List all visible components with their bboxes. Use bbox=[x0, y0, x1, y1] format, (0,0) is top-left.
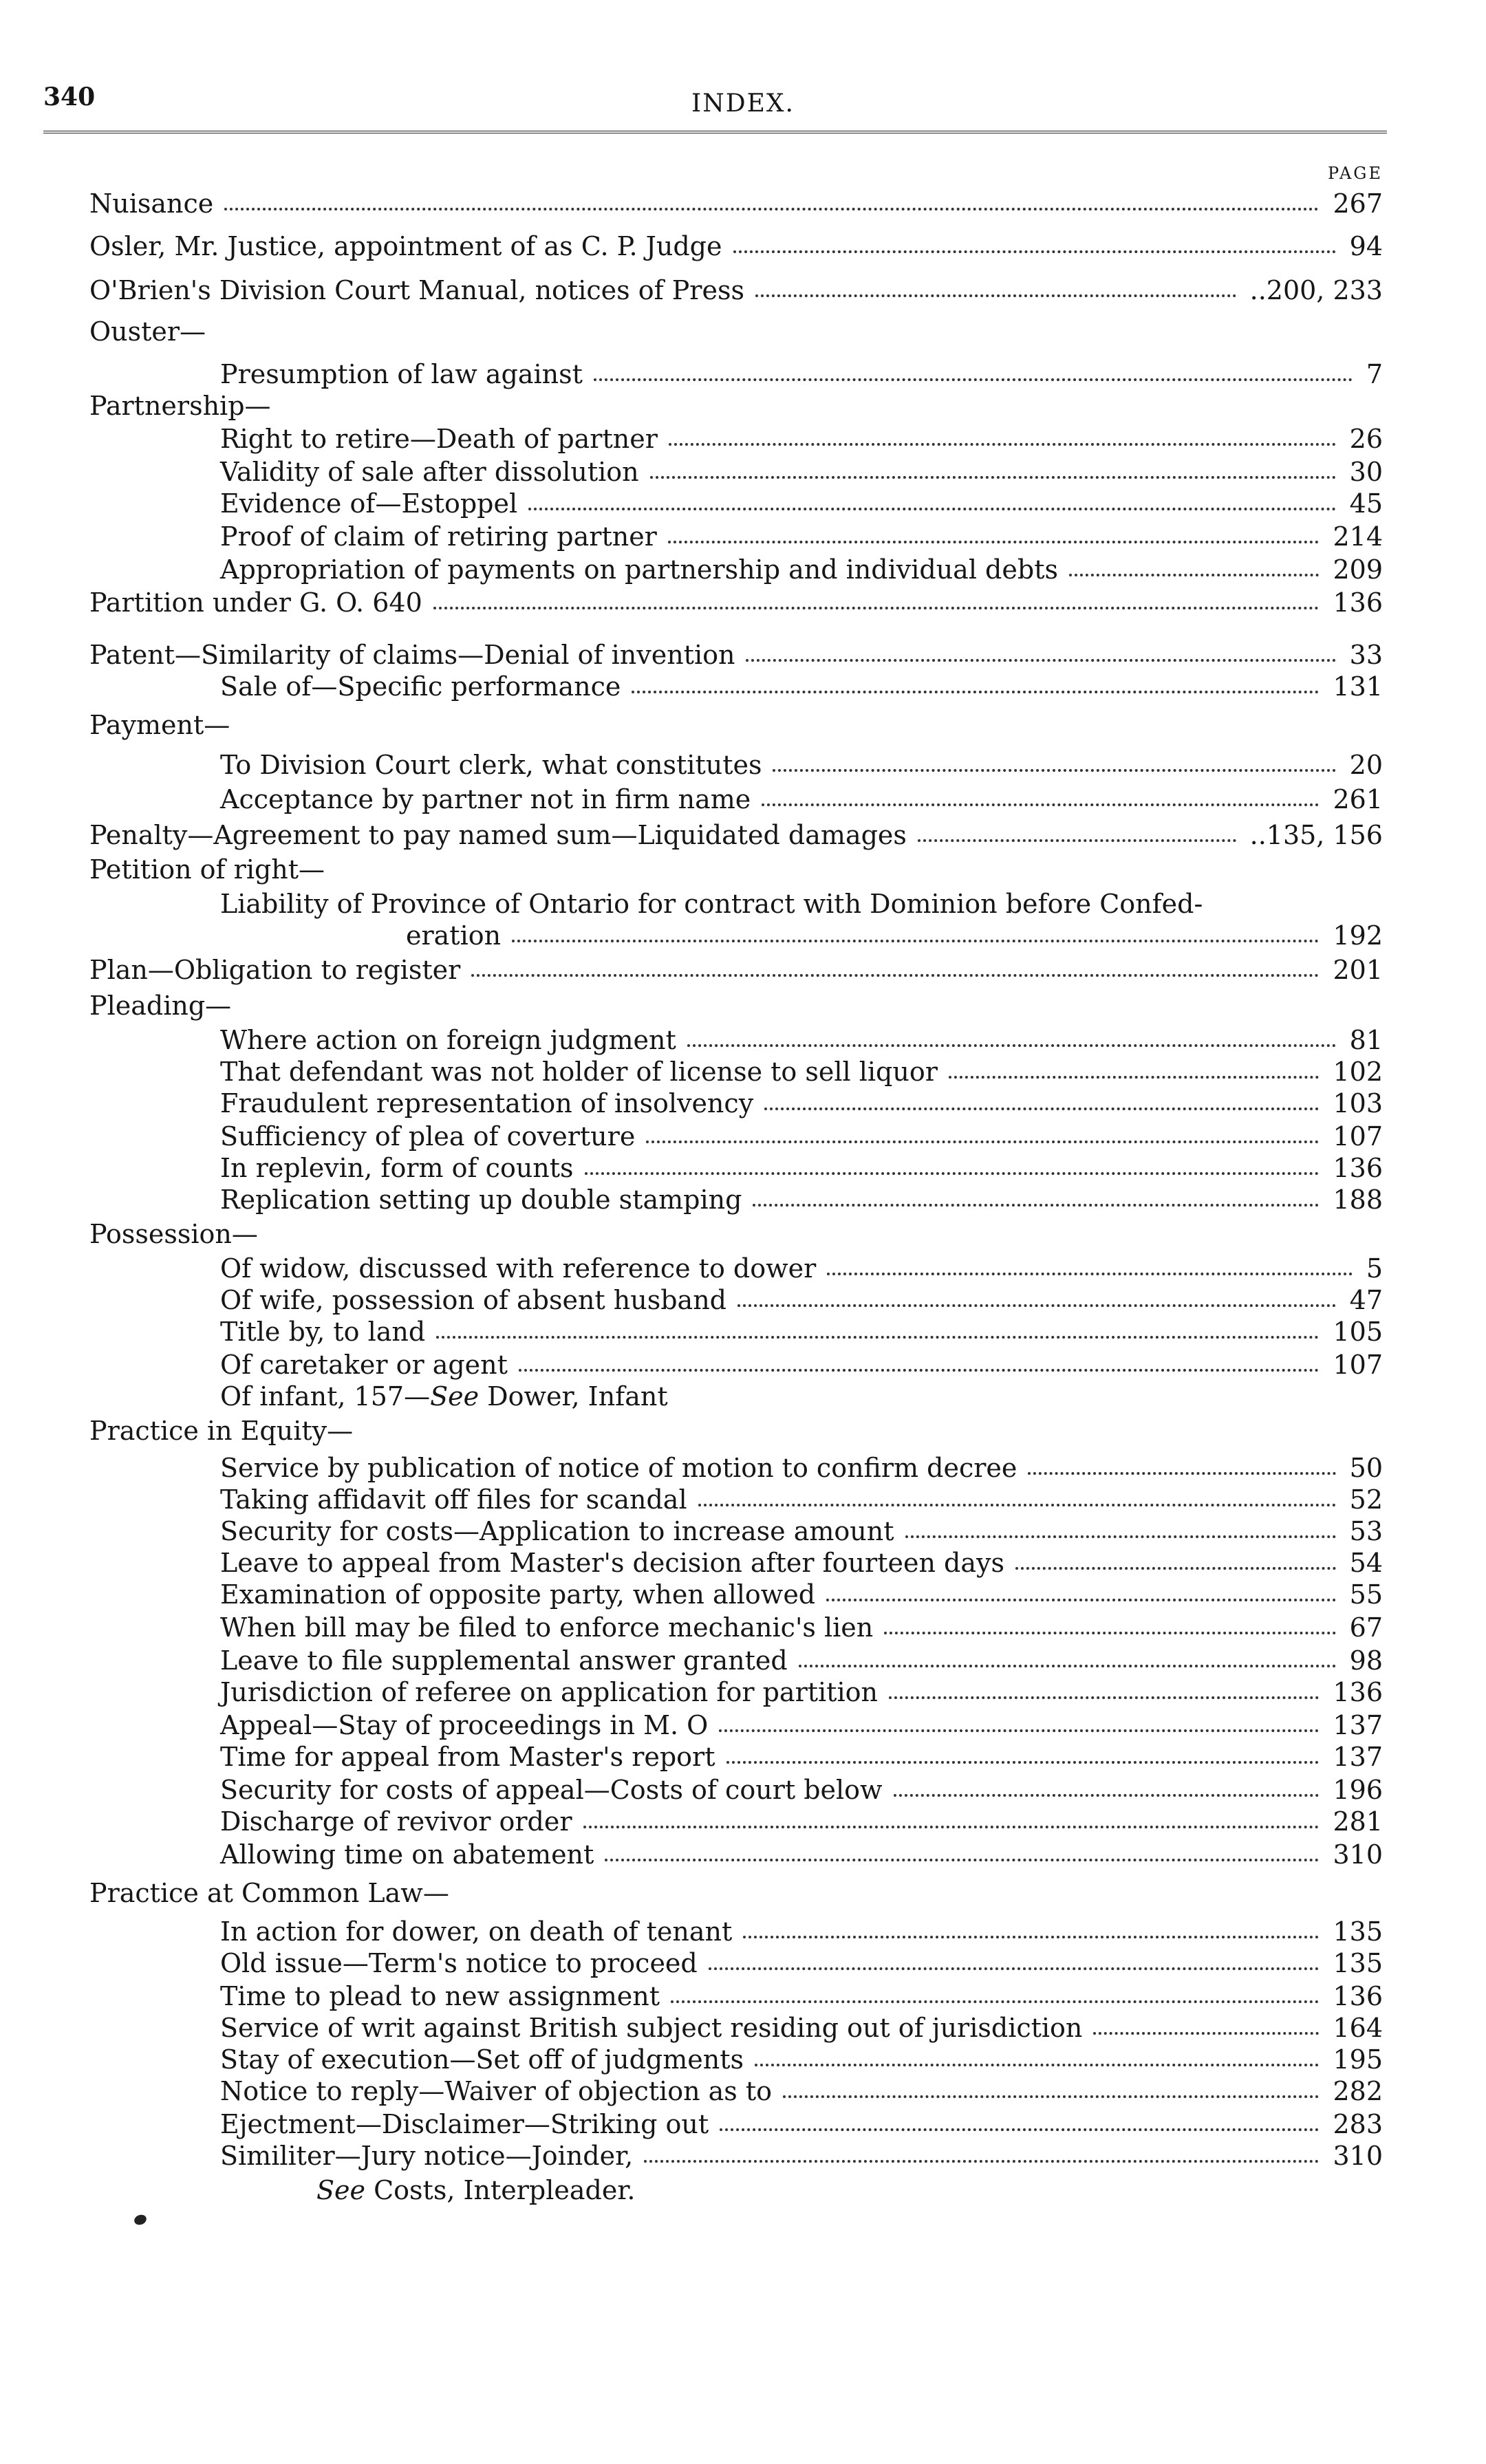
index-entry bbox=[0, 1740, 1486, 1773]
entry-heading: Payment— bbox=[89, 710, 230, 740]
page-reference: 81 bbox=[1349, 1025, 1383, 1055]
page-reference: 209 bbox=[1333, 554, 1383, 585]
page-reference: 283 bbox=[1333, 2109, 1383, 2139]
index-entry bbox=[0, 1578, 1486, 1611]
index-entry bbox=[0, 709, 1486, 742]
entry-heading: Partnership— bbox=[89, 391, 271, 421]
index-entry bbox=[0, 2108, 1486, 2141]
index-entry bbox=[0, 1055, 1486, 1088]
dot-leader bbox=[471, 974, 1319, 977]
entry-subheading: Security for costs—Application to increase amount bbox=[220, 1516, 894, 1546]
dot-leader bbox=[720, 2128, 1319, 2131]
index-entry bbox=[0, 1252, 1486, 1285]
dot-leader bbox=[764, 1107, 1319, 1110]
index-entry bbox=[0, 1315, 1486, 1348]
page-reference: 164 bbox=[1333, 2013, 1383, 2043]
page-reference: 136 bbox=[1333, 1153, 1383, 1183]
entry-subheading: Sufficiency of plea of coverture bbox=[220, 1121, 636, 1152]
index-entry bbox=[0, 389, 1486, 422]
index-entry bbox=[0, 1773, 1486, 1806]
dot-leader bbox=[826, 1599, 1336, 1601]
dot-leader bbox=[671, 2000, 1319, 2003]
page-reference: 33 bbox=[1349, 640, 1383, 670]
dot-leader bbox=[743, 1936, 1319, 1938]
page-reference: 136 bbox=[1333, 1981, 1383, 2011]
dot-leader bbox=[889, 1696, 1320, 1699]
index-entry bbox=[0, 187, 1486, 220]
page-reference: 20 bbox=[1349, 750, 1383, 780]
index-entry bbox=[0, 315, 1486, 348]
index-entry bbox=[0, 748, 1486, 781]
entry-subheading: That defendant was not holder of license to sell liquor bbox=[220, 1057, 938, 1087]
entry-subheading: Where action on foreign judgment bbox=[220, 1025, 676, 1055]
entry-subheading: Similiter—Jury notice—Joinder, bbox=[220, 2141, 634, 2171]
entry-subheading: Validity of sale after dissolution bbox=[220, 457, 639, 487]
page-reference: 98 bbox=[1349, 1645, 1383, 1676]
dot-leader bbox=[918, 839, 1236, 842]
index-entry bbox=[0, 1183, 1486, 1216]
dot-leader bbox=[646, 1141, 1319, 1143]
dot-leader bbox=[746, 659, 1335, 662]
entry-subheading: Taking affidavit off files for scandal bbox=[220, 1484, 687, 1515]
dot-leader bbox=[1069, 574, 1320, 576]
index-entry bbox=[0, 2075, 1486, 2108]
dot-leader bbox=[605, 1859, 1319, 1861]
entry-heading: O'Brien's Division Court Manual, notices of Press bbox=[89, 275, 744, 305]
dot-leader bbox=[669, 443, 1336, 446]
entry-subheading: In replevin, form of counts bbox=[220, 1153, 574, 1183]
page-reference: 52 bbox=[1349, 1484, 1383, 1515]
page-reference: 135 bbox=[1333, 1948, 1383, 1978]
index-entry bbox=[0, 1218, 1486, 1251]
page-reference: 195 bbox=[1333, 2044, 1383, 2075]
entry-subheading: Of wife, possession of absent husband bbox=[220, 1285, 727, 1315]
page-reference: 137 bbox=[1333, 1710, 1383, 1740]
page-reference: 131 bbox=[1333, 671, 1383, 702]
index-entry bbox=[0, 230, 1486, 263]
index-entry bbox=[0, 919, 1486, 952]
entry-heading: Nuisance bbox=[89, 188, 214, 219]
dot-leader bbox=[594, 378, 1353, 381]
index-entry bbox=[0, 274, 1486, 307]
page-reference: 103 bbox=[1333, 1088, 1383, 1118]
dot-leader bbox=[755, 2064, 1319, 2066]
entry-subheading: Security for costs of appeal—Costs of court below bbox=[220, 1775, 883, 1805]
dot-leader bbox=[632, 691, 1319, 693]
page-reference: 26 bbox=[1349, 424, 1383, 454]
dot-leader bbox=[644, 2160, 1319, 2163]
index-entry bbox=[0, 638, 1486, 671]
dot-leader bbox=[668, 541, 1320, 543]
dot-leader bbox=[650, 476, 1336, 479]
entry-subheading: Examination of opposite party, when allowed bbox=[220, 1579, 816, 1610]
index-entry bbox=[0, 1380, 1486, 1413]
page-reference: 54 bbox=[1349, 1548, 1383, 1578]
index-entry bbox=[0, 1676, 1486, 1709]
page-reference: 30 bbox=[1349, 457, 1383, 487]
index-entry bbox=[0, 1709, 1486, 1742]
index-entry bbox=[0, 1451, 1486, 1484]
entry-subheading: Replication setting up double stamping bbox=[220, 1185, 742, 1215]
page-reference: ..135, 156 bbox=[1249, 820, 1383, 850]
dot-leader bbox=[753, 1204, 1319, 1207]
index-entry bbox=[0, 1980, 1486, 2013]
entry-subheading: Appeal—Stay of proceedings in M. O bbox=[220, 1710, 709, 1740]
index-entry bbox=[0, 953, 1486, 986]
index-entry bbox=[0, 1805, 1486, 1838]
entry-subheading: Discharge of revivor order bbox=[220, 1806, 572, 1837]
dot-leader bbox=[528, 508, 1336, 510]
page-reference: 53 bbox=[1349, 1516, 1383, 1546]
dot-leader bbox=[949, 1076, 1320, 1079]
page-reference: ..200, 233 bbox=[1249, 275, 1383, 305]
index-entry bbox=[0, 989, 1486, 1022]
dot-leader bbox=[783, 2095, 1319, 2098]
dot-leader bbox=[519, 1369, 1320, 1372]
entry-subheading: Of widow, discussed with reference to dower bbox=[220, 1253, 817, 1284]
dot-leader bbox=[733, 250, 1336, 253]
entry-heading: Practice in Equity— bbox=[89, 1416, 354, 1446]
entry-subheading: Allowing time on abatement bbox=[220, 1839, 594, 1870]
index-entry bbox=[0, 422, 1486, 455]
page-reference: 135 bbox=[1333, 1916, 1383, 1947]
entry-heading: Plan—Obligation to register bbox=[89, 955, 461, 985]
page-reference: 47 bbox=[1349, 1285, 1383, 1315]
entry-subheading: Evidence of—Estoppel bbox=[220, 488, 518, 519]
entry-heading: Penalty—Agreement to pay named sum—Liquidated damages bbox=[89, 820, 907, 850]
dot-leader bbox=[719, 1729, 1319, 1732]
entry-subheading: Presumption of law against bbox=[220, 359, 583, 389]
entry-subheading: See Costs, Interpleader. bbox=[316, 2175, 636, 2205]
index-entry bbox=[0, 586, 1486, 619]
dot-leader bbox=[773, 769, 1335, 772]
dot-leader bbox=[755, 294, 1236, 297]
index-entry bbox=[0, 1024, 1486, 1057]
entry-subheading: To Division Court clerk, what constitutes bbox=[220, 750, 762, 780]
index-entry bbox=[0, 1087, 1486, 1120]
index-entry bbox=[0, 2043, 1486, 2076]
entry-subheading: Title by, to land bbox=[220, 1317, 426, 1347]
entry-subheading: Right to retire—Death of partner bbox=[220, 424, 658, 454]
index-entry bbox=[0, 887, 1486, 920]
dot-leader bbox=[726, 1761, 1320, 1764]
dot-leader bbox=[436, 1336, 1319, 1339]
dot-leader bbox=[1028, 1472, 1335, 1475]
dot-leader bbox=[827, 1273, 1353, 1275]
entry-subheading: Proof of claim of retiring partner bbox=[220, 521, 657, 552]
page-reference: 281 bbox=[1333, 1806, 1383, 1837]
page-reference: 261 bbox=[1333, 784, 1383, 814]
index-entry bbox=[0, 1546, 1486, 1579]
page-reference: 67 bbox=[1349, 1612, 1383, 1643]
index-entry bbox=[0, 1348, 1486, 1381]
entry-subheading: Old issue—Term's notice to proceed bbox=[220, 1948, 698, 1978]
page-reference: 94 bbox=[1349, 231, 1383, 261]
index-entry bbox=[0, 1414, 1486, 1447]
dot-leader bbox=[512, 940, 1319, 942]
index-entry bbox=[0, 1611, 1486, 1644]
index-entry bbox=[0, 1838, 1486, 1871]
page-reference: 50 bbox=[1349, 1453, 1383, 1483]
entry-heading: Ouster— bbox=[89, 316, 206, 347]
entry-subheading: Leave to appeal from Master's decision after fourteen days bbox=[220, 1548, 1004, 1578]
index-entry bbox=[0, 1152, 1486, 1185]
page-reference: 192 bbox=[1333, 920, 1383, 951]
page-reference: 136 bbox=[1333, 1677, 1383, 1707]
dot-leader bbox=[709, 1967, 1320, 1970]
dot-leader bbox=[799, 1665, 1336, 1667]
entry-subheading: Ejectment—Disclaimer—Striking out bbox=[220, 2109, 709, 2139]
page-reference: 55 bbox=[1349, 1579, 1383, 1610]
index-entry bbox=[0, 1877, 1486, 1910]
index-entry bbox=[0, 358, 1486, 391]
entry-subheading: When bill may be filed to enforce mechanic's lien bbox=[220, 1612, 874, 1643]
page-reference: 136 bbox=[1333, 587, 1383, 618]
page-reference: 196 bbox=[1333, 1775, 1383, 1805]
dot-leader bbox=[698, 1504, 1336, 1506]
entry-subheading: Sale of—Specific performance bbox=[220, 671, 621, 702]
dot-leader bbox=[433, 607, 1320, 609]
dot-leader bbox=[762, 803, 1319, 806]
index-entry bbox=[0, 1284, 1486, 1317]
index-entry bbox=[0, 2139, 1486, 2172]
index-entry bbox=[0, 670, 1486, 703]
index-entry bbox=[0, 783, 1486, 816]
index-entry bbox=[0, 2174, 1486, 2207]
entry-subheading: Appropriation of payments on partnership and individual debts bbox=[220, 554, 1058, 585]
dot-leader bbox=[687, 1044, 1336, 1047]
dot-leader bbox=[1093, 2032, 1319, 2035]
index-entry bbox=[0, 520, 1486, 553]
entry-subheading: Stay of execution—Set off of judgments bbox=[220, 2044, 744, 2075]
entry-subheading: Service of writ against British subject residing out of jurisdiction bbox=[220, 2013, 1083, 2043]
entry-heading: Osler, Mr. Justice, appointment of as C. P. Judge bbox=[89, 231, 722, 261]
dot-leader bbox=[737, 1304, 1336, 1307]
page-reference: 107 bbox=[1333, 1121, 1383, 1152]
entry-subheading: Of caretaker or agent bbox=[220, 1350, 508, 1380]
index-entry bbox=[0, 1483, 1486, 1516]
entry-subheading: Leave to file supplemental answer granted bbox=[220, 1645, 788, 1676]
dot-leader bbox=[884, 1632, 1335, 1634]
index-entry bbox=[0, 487, 1486, 520]
page-reference: 107 bbox=[1333, 1350, 1383, 1380]
page-reference: 137 bbox=[1333, 1742, 1383, 1772]
entry-heading: Practice at Common Law— bbox=[89, 1878, 449, 1908]
index-entry bbox=[0, 1644, 1486, 1677]
page-reference: 310 bbox=[1333, 1839, 1383, 1870]
page-reference: 282 bbox=[1333, 2076, 1383, 2106]
entry-heading: Partition under G. O. 640 bbox=[89, 587, 422, 618]
dot-leader bbox=[894, 1794, 1320, 1797]
page-number: 340 bbox=[43, 83, 96, 111]
running-title: INDEX. bbox=[691, 89, 795, 118]
entry-subheading: Of infant, 157—See Dower, Infant bbox=[220, 1381, 668, 1412]
index-entry bbox=[0, 1947, 1486, 1980]
page-reference: 7 bbox=[1366, 359, 1383, 389]
index-entry bbox=[0, 819, 1486, 852]
dot-leader bbox=[1015, 1567, 1336, 1570]
page-reference: 214 bbox=[1333, 521, 1383, 552]
entry-subheading: Time to plead to new assignment bbox=[220, 1981, 660, 2011]
entry-heading: Pleading— bbox=[89, 991, 232, 1021]
index-entry bbox=[0, 1515, 1486, 1548]
entry-subheading: eration bbox=[406, 920, 502, 951]
entry-subheading: Time for appeal from Master's report bbox=[220, 1742, 715, 1772]
dot-leader bbox=[585, 1172, 1320, 1175]
entry-subheading: In action for dower, on death of tenant bbox=[220, 1916, 733, 1947]
page-reference: 102 bbox=[1333, 1057, 1383, 1087]
entry-subheading: Acceptance by partner not in firm name bbox=[220, 784, 751, 814]
entry-subheading: Service by publication of notice of motion to confirm decree bbox=[220, 1453, 1017, 1483]
index-entry bbox=[0, 2011, 1486, 2044]
index-entry bbox=[0, 1120, 1486, 1153]
index-entry bbox=[0, 1915, 1486, 1948]
page-reference: 45 bbox=[1349, 488, 1383, 519]
entry-subheading: Fraudulent representation of insolvency bbox=[220, 1088, 754, 1118]
index-entry bbox=[0, 853, 1486, 886]
entry-subheading: Notice to reply—Waiver of objection as to bbox=[220, 2076, 773, 2106]
page-reference: 105 bbox=[1333, 1317, 1383, 1347]
entry-heading: Patent—Similarity of claims—Denial of invention bbox=[89, 640, 735, 670]
page-reference: 5 bbox=[1366, 1253, 1383, 1284]
page-column-label: PAGE bbox=[1328, 164, 1383, 183]
entry-subheading: Liability of Province of Ontario for contract with Dominion before Confed- bbox=[220, 889, 1203, 919]
dot-leader bbox=[224, 208, 1319, 210]
page-reference: 188 bbox=[1333, 1185, 1383, 1215]
entry-heading: Possession— bbox=[89, 1219, 258, 1249]
page-reference: 310 bbox=[1333, 2141, 1383, 2171]
index-entry bbox=[0, 553, 1486, 586]
page-reference: 267 bbox=[1333, 188, 1383, 219]
dot-leader bbox=[583, 1826, 1320, 1828]
entry-subheading: Jurisdiction of referee on application for partition bbox=[220, 1677, 878, 1707]
page-reference: 201 bbox=[1333, 955, 1383, 985]
index-entry bbox=[0, 455, 1486, 488]
entry-heading: Petition of right— bbox=[89, 854, 325, 885]
dot-leader bbox=[905, 1535, 1336, 1538]
